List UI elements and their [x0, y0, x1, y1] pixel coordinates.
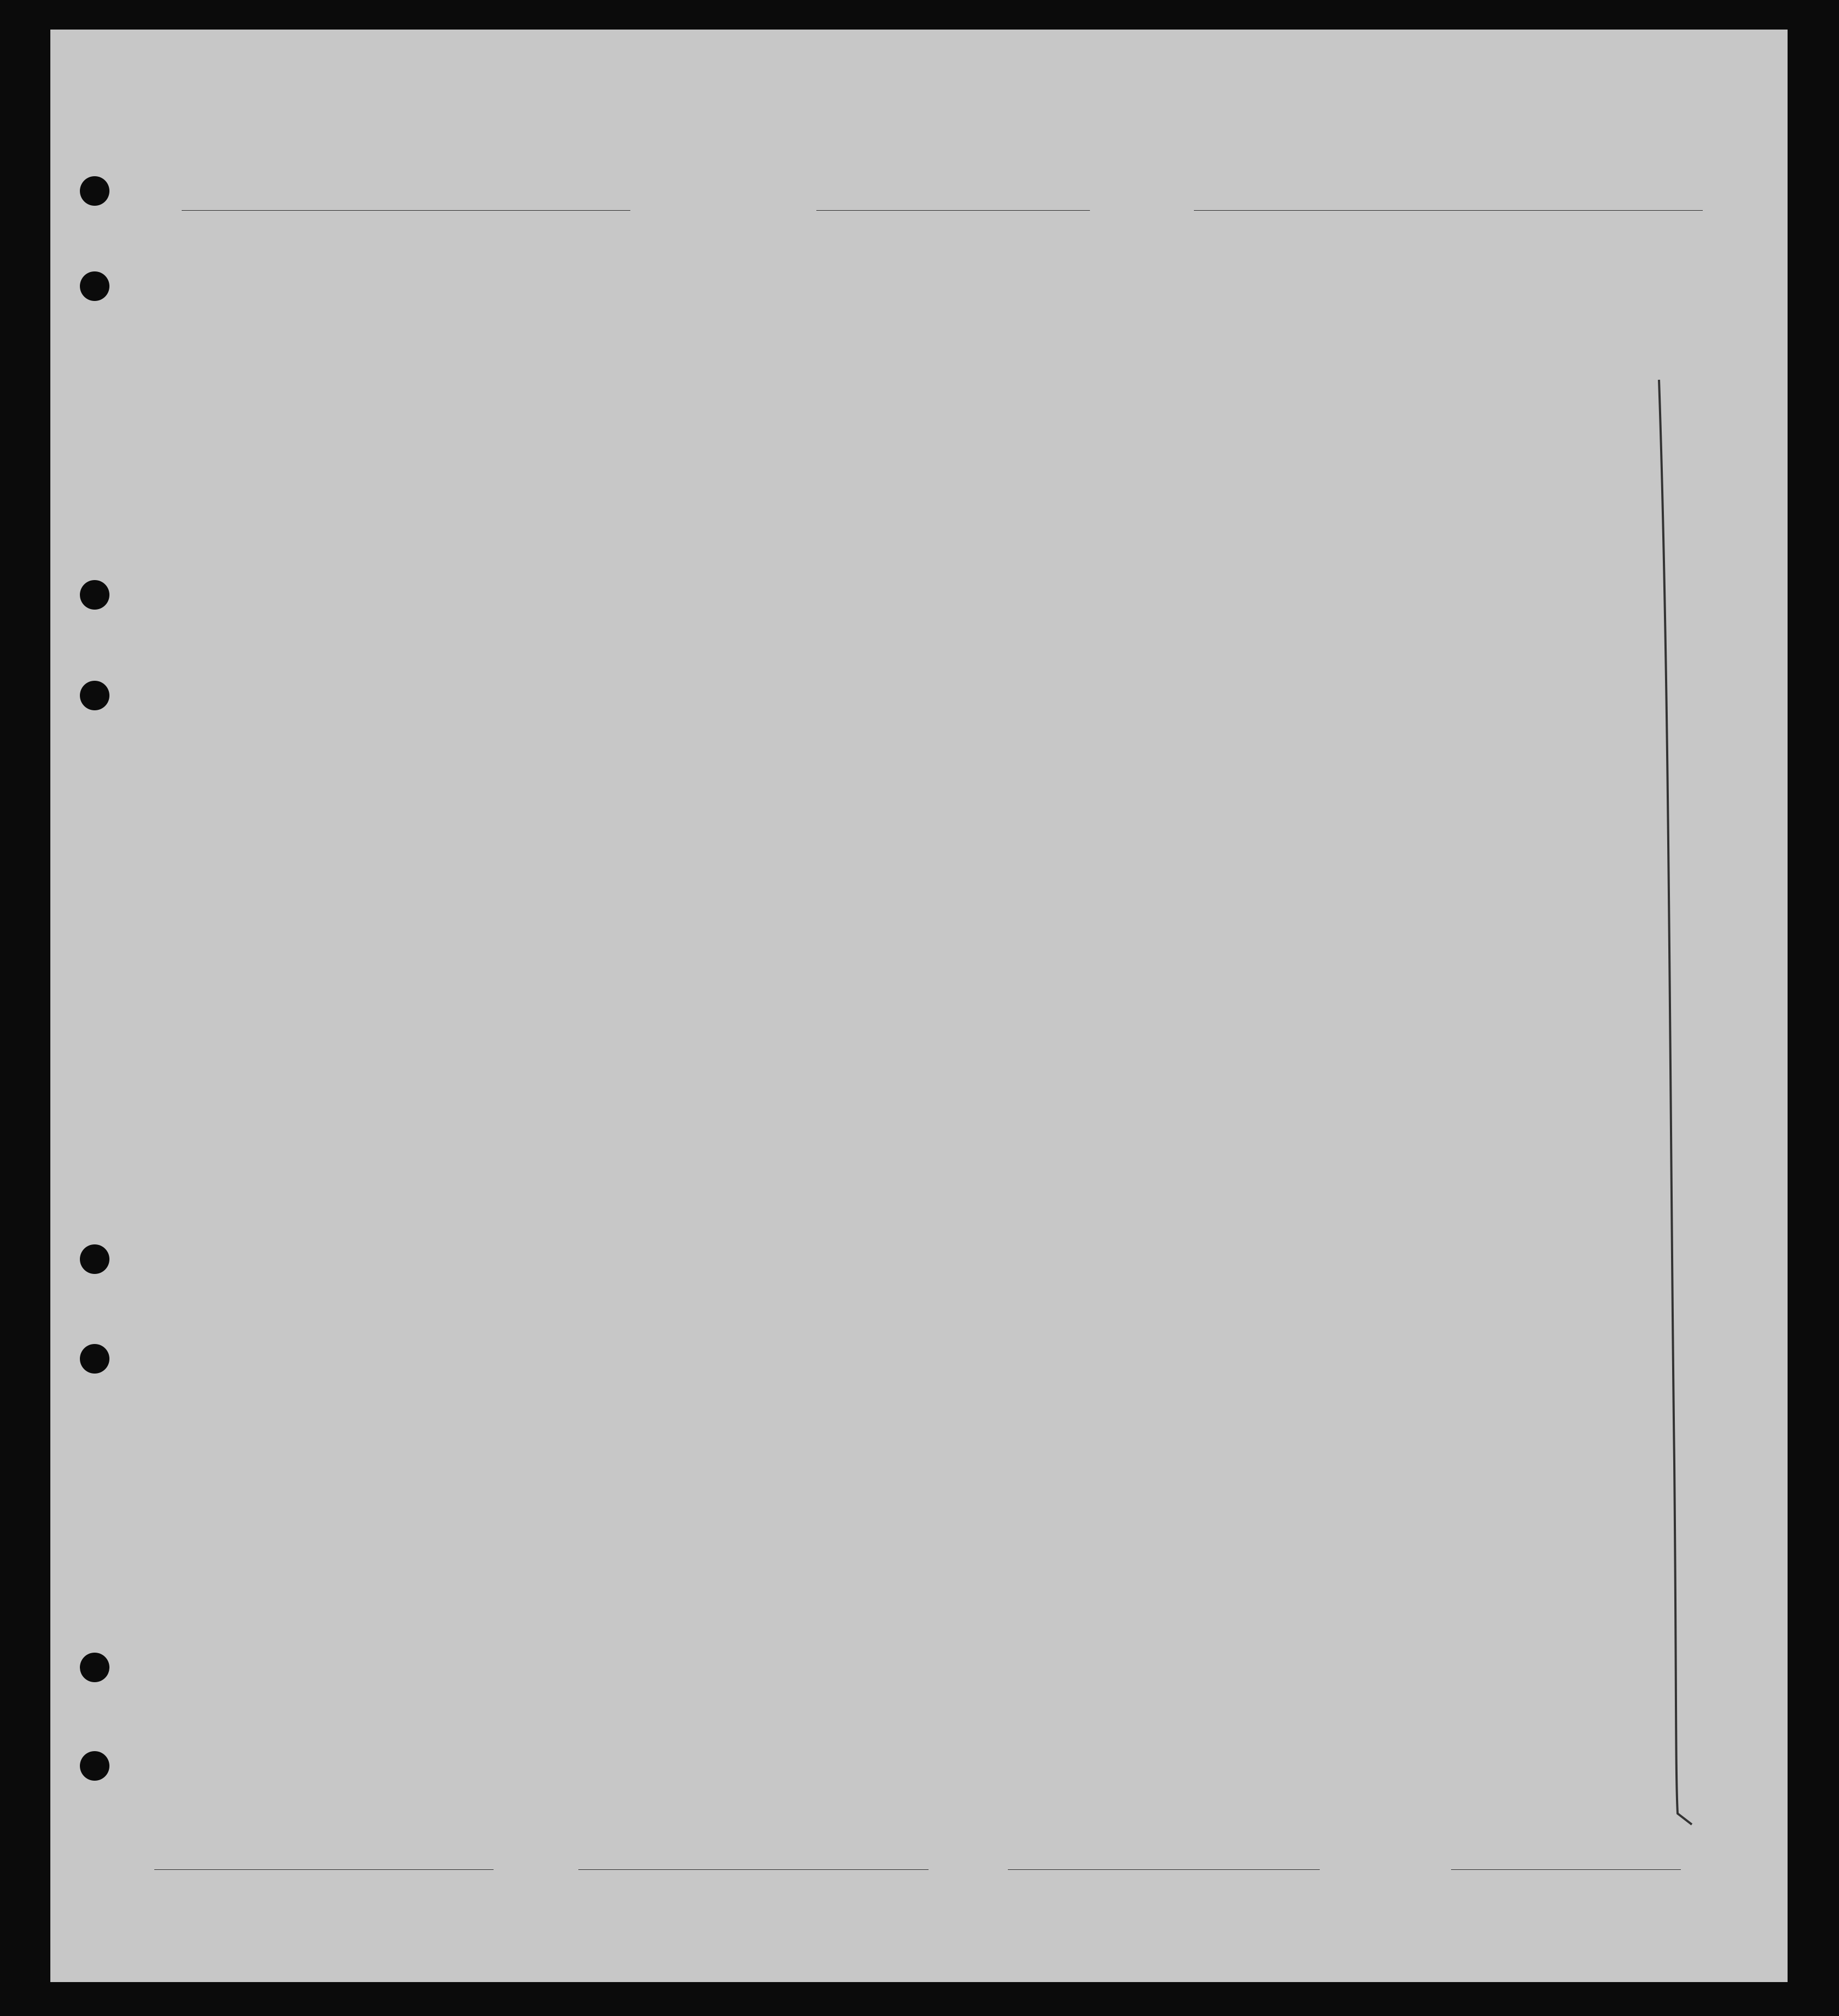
- vessel-underline: [182, 210, 630, 211]
- punch-hole: [80, 176, 109, 206]
- punch-hole: [80, 1244, 109, 1274]
- sailing-underline: [816, 210, 1090, 211]
- punch-hole: [80, 1653, 109, 1682]
- punch-hole: [80, 1344, 109, 1374]
- punch-hole: [80, 271, 109, 301]
- line-underline: [154, 1869, 494, 1870]
- manifest-sheet: [50, 30, 1788, 1982]
- vertical-pen-stroke: [1637, 369, 1703, 1835]
- punch-hole: [80, 681, 109, 710]
- officer-underline: [1451, 1869, 1681, 1870]
- punch-hole: [80, 1751, 109, 1781]
- agents-underline: [1008, 1869, 1320, 1870]
- punch-hole: [80, 580, 109, 610]
- owners-underline: [578, 1869, 929, 1870]
- arriving-underline: [1194, 210, 1703, 211]
